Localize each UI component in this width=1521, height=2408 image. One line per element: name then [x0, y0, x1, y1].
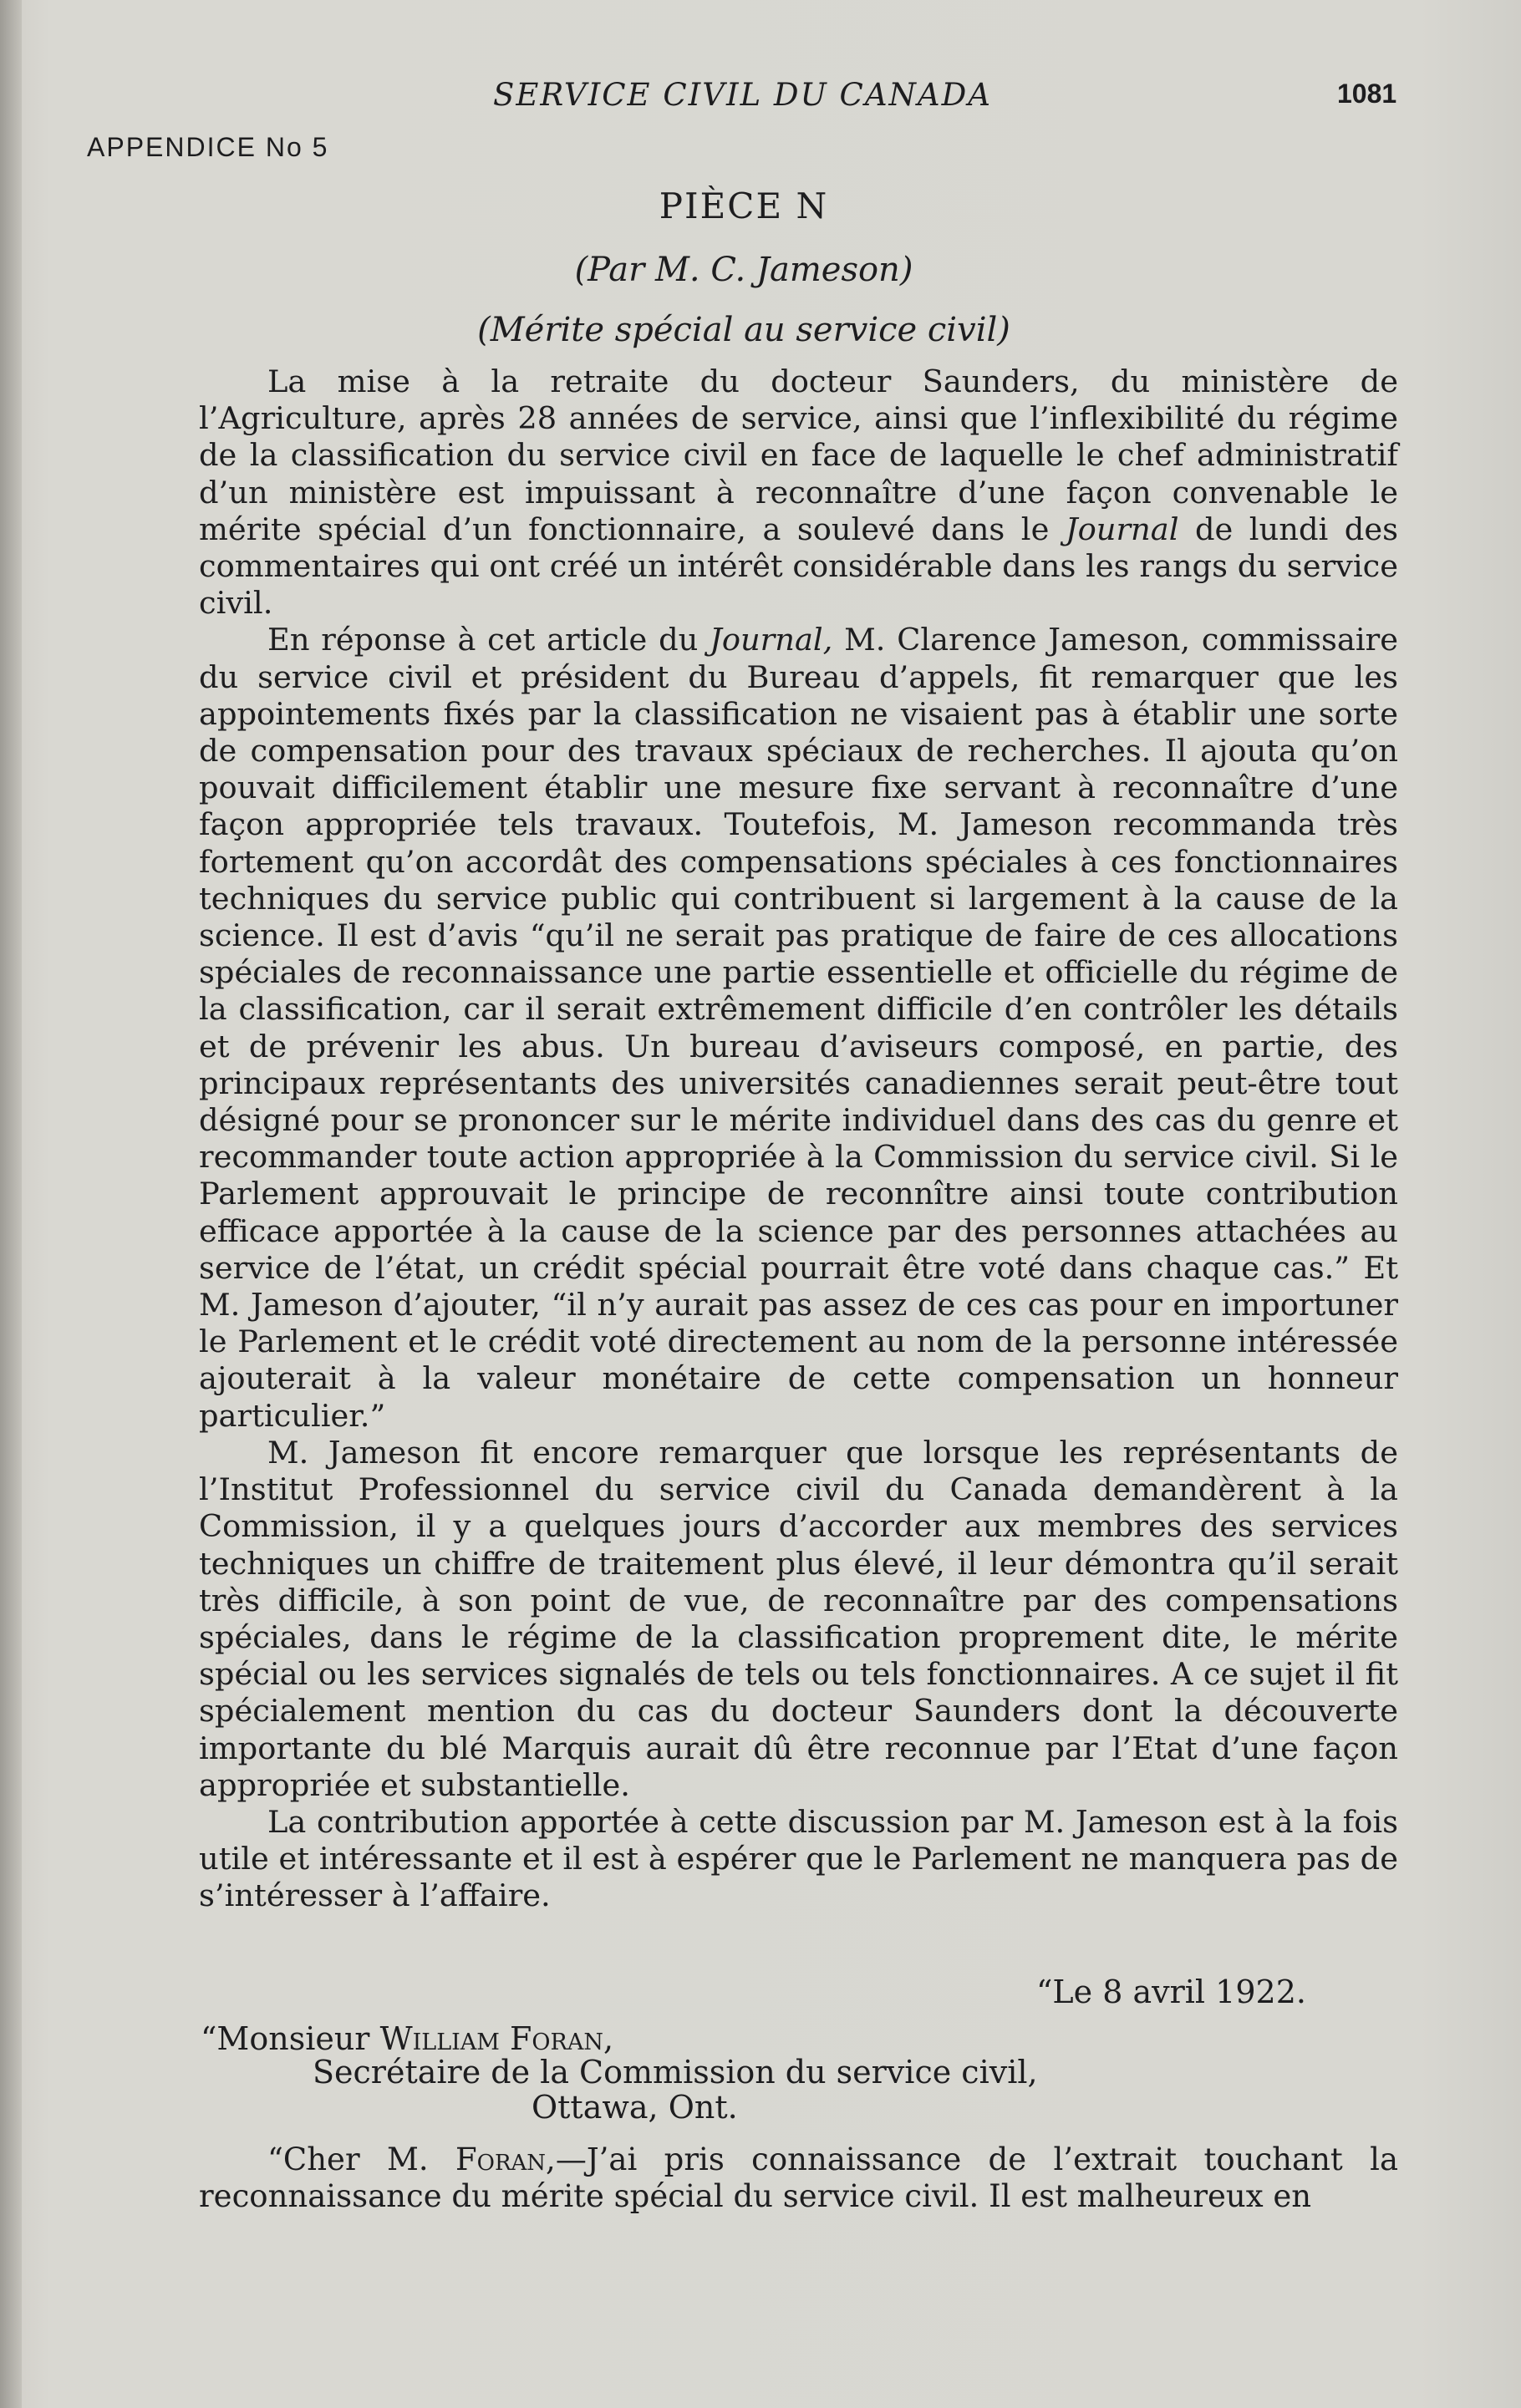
recipient-name: William Foran, [379, 2020, 614, 2057]
salutation-prefix: “Monsieur [201, 2020, 380, 2057]
page-binding-edge [0, 0, 22, 2408]
paragraph-2 [199, 622, 1398, 1434]
paragraph-1-text-b: de lundi des commentaires qui ont créé un intérêt considérable dans les rangs du service civil. [199, 511, 1398, 622]
page-number: 1081 [1337, 79, 1397, 109]
greeting-name: Foran, [455, 2141, 556, 2177]
greeting-prefix: “Cher M. [267, 2141, 455, 2177]
paragraph-3: M. Jameson fit encore remarquer que lorsque les représentants de l’Institut Professionnel du service civil du Canada demandèrent à la Commission, il y a quelques jours d’accorder aux membres des services techniques un chiffre de traitement plus élevé, il leur démontra qu’il serait très difficile, à son point de vue, de reconnaître par des compensations spéciales, dans le régime de la classification proprement dite, le mérite spécial ou les services signalés de tels ou tels fonctionnaires. A ce sujet il fit spécialement mention du cas du docteur Saunders dont la découverte importante du blé Marquis aurait dû être reconnue par l’Etat d’une façon appropriée et substantielle. [199, 1434, 1398, 1803]
article-body [199, 363, 1398, 1915]
letter-date: “Le 8 avril 1922. [1036, 1974, 1306, 2010]
appendix-label: APPENDICE No 5 [87, 132, 329, 162]
paragraph-4: La contribution apportée à cette discussion par M. Jameson est à la fois utile et intéressante et il est à espérer que le Parlement ne manquera pas de s’intéresser à l’affaire. [199, 1803, 1398, 1914]
recipient-city: Ottawa, Ont. [532, 2089, 738, 2126]
letter-first-paragraph [199, 2141, 1398, 2215]
subject-heading: (Mérite spécial au service civil) [477, 311, 1010, 349]
letter-body-text: —J’ai pris connaissance de l’extrait touchant la reconnaissance du mérite spécial du service civil. Il est malheureux en [199, 2141, 1398, 2214]
journal-title: Journal [1065, 511, 1179, 547]
paragraph-2-text-a: En réponse à cet article du [267, 622, 710, 658]
piece-heading: PIÈCE N [659, 185, 829, 226]
letter-salutation [201, 2020, 613, 2057]
author-heading: (Par M. C. Jameson) [574, 251, 913, 289]
journal-title: Journal, [710, 622, 833, 658]
paragraph-1-text-a: La mise à la retraite du docteur Saunders, du ministère de l’Agriculture, après 28 années de service, ainsi que l’inflexibilité du régime de la classification du service civil en face de laquelle le chef administratif d’un ministère est impuissant à reconnaître d’une façon convenable le mérite spécial d’un fonctionnaire, a soulevé dans le [199, 363, 1398, 547]
letter-body [199, 2141, 1398, 2215]
paragraph-2-text-b: M. Clarence Jameson, commissaire du service civil et président du Bureau d’appels, fit remarquer que les appointements fixés par la classification ne visaient pas à établir une sorte de compensation pour des travaux spéciaux de recherches. Il ajouta qu’on pouvait difficilement établir une mesure fixe servant à reconnaître d’une façon appropriée tels travaux. Toutefois, M. Jameson recommanda très fortement qu’on accordât des compensations spéciales à ces fonctionnaires techniques du service public qui contribuent si largement à la cause de la science. Il est d’avis “qu’il ne serait pas pratique de faire de ces allocations spéciales de reconnaissance une partie essentielle et officielle du régime de la classification, car il serait extrêmement difficile d’en contrôler les détails et de prévenir les abus. Un bureau d’aviseurs composé, en partie, des principaux représentants des universités canadiennes serait peut-être tout désigné pour se prononcer sur le mérite individuel dans des cas du genre et recommander toute action appropriée à la Commission du service civil. Si le Parlement approuvait le principe de reconnître ainsi toute contribution efficace apportée à la cause de la science par des personnes attachées au service de l’état, un crédit spécial pourrait être voté dans chaque cas.” Et M. Jameson d’ajouter, “il n’y aurait pas assez de ces cas pour en importuner le Parlement et le crédit voté directement au nom de la personne intéressée ajouterait à la valeur monétaire de cette compensation un honneur particulier.” [199, 622, 1398, 1434]
recipient-title: Secrétaire de la Commission du service civil, [313, 2054, 1038, 2090]
running-title: SERVICE CIVIL DU CANADA [493, 77, 993, 113]
paragraph-1 [199, 363, 1398, 622]
